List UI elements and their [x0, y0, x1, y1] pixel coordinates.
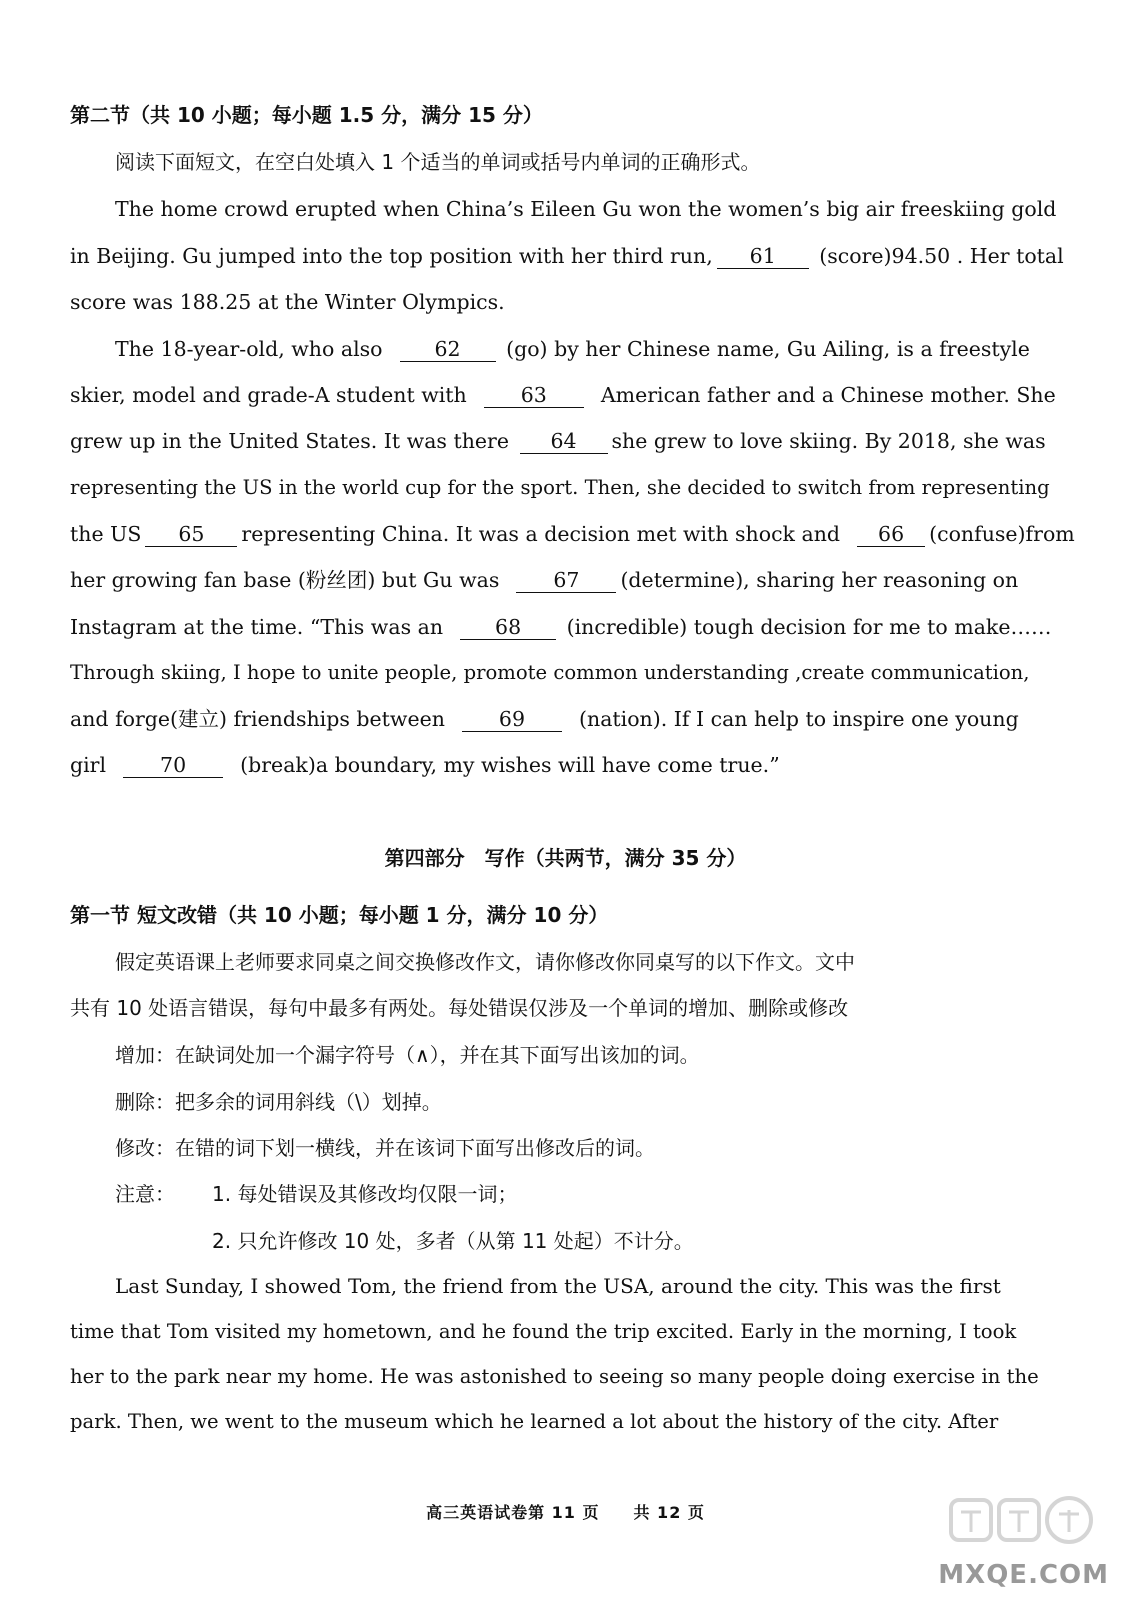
section-heading: 第二节（共 10 小题；每小题 1.5 分，满分 15 分） — [70, 103, 543, 127]
passage-line: and forge(建立) friendships between 69 (nation). If I can help to inspire one young — [70, 707, 1019, 731]
rule-modify: 修改：在错的词下划一横线，并在该词下面写出修改后的词。 — [115, 1136, 655, 1160]
blank-65: 65 — [145, 522, 237, 547]
page-footer: 高三英语试卷第 11 页 共 12 页 — [426, 1503, 705, 1522]
note-item: 1. 每处错误及其修改均仅限一词； — [212, 1182, 518, 1206]
passage-line: The 18-year-old, who also 62 (go) by her Chinese name, Gu Ailing, is a freestyle — [115, 337, 1030, 361]
passage-line: skier, model and grade-A student with 63 American father and a Chinese mother. She — [70, 383, 1056, 407]
essay-line: Last Sunday, I showed Tom, the friend from the USA, around the city. This was the first — [115, 1274, 1001, 1298]
section-instruction: 阅读下面短文，在空白处填入 1 个适当的单词或括号内单词的正确形式。 — [115, 150, 761, 174]
passage-line: girl 70 (break)a boundary, my wishes will have come true.” — [70, 753, 780, 777]
watermark-url: MXQE.COM — [938, 1560, 1109, 1590]
blank-67: 67 — [516, 568, 616, 593]
essay-line: park. Then, we went to the museum which he learned a lot about the history of the city. After — [70, 1410, 999, 1433]
blank-70: 70 — [123, 753, 223, 778]
passage-line: Instagram at the time. “This was an 68 (incredible) tough decision for me to make…… — [70, 615, 1052, 639]
blank-69: 69 — [462, 707, 562, 732]
blank-66: 66 — [857, 522, 925, 547]
passage-line: in Beijing. Gu jumped into the top position with her third run, 61 (score)94.50 . Her total — [70, 244, 1064, 268]
passage-line: grew up in the United States. It was there 64 she grew to love skiing. By 2018, she was — [70, 429, 1046, 453]
rule-add: 增加：在缺词处加一个漏字符号（∧），并在其下面写出该加的词。 — [115, 1043, 700, 1067]
section-intro: 共有 10 处语言错误，每句中最多有两处。每处错误仅涉及一个单词的增加、删除或修改 — [70, 996, 849, 1020]
passage-line: the US 65 representing China. It was a decision met with shock and 66 (confuse)from — [70, 522, 1075, 546]
blank-63: 63 — [484, 383, 584, 408]
blank-61: 61 — [717, 244, 809, 269]
part-heading: 第四部分 写作（共两节，满分 35 分） — [384, 846, 747, 870]
blank-68: 68 — [460, 615, 556, 640]
note-item: 2. 只允许修改 10 处，多者（从第 11 处起）不计分。 — [212, 1229, 694, 1253]
essay-line: her to the park near my home. He was astonished to seeing so many people doing exercise in the — [70, 1365, 1039, 1388]
section-heading: 第一节 短文改错（共 10 小题；每小题 1 分，满分 10 分） — [70, 903, 609, 927]
rule-delete: 删除：把多余的词用斜线（\）划掉。 — [115, 1090, 442, 1114]
passage-line: score was 188.25 at the Winter Olympics. — [70, 290, 505, 314]
section-intro: 假定英语课上老师要求同桌之间交换修改作文，请你修改你同桌写的以下作文。文中 — [115, 950, 855, 974]
passage-line: representing the US in the world cup for the sport. Then, she decided to switch from representing — [70, 476, 1050, 499]
essay-line: time that Tom visited my hometown, and he found the trip excited. Early in the morning, I took — [70, 1320, 1017, 1343]
passage-line: The home crowd erupted when China’s Eileen Gu won the women’s big air freeskiing gold — [115, 197, 1057, 221]
passage-line: her growing fan base (粉丝团) but Gu was 67 (determine), sharing her reasoning on — [70, 568, 1019, 592]
passage-line: Through skiing, I hope to unite people, promote common understanding ,create communication, — [70, 661, 1030, 684]
blank-62: 62 — [400, 337, 496, 362]
note-label: 注意： — [115, 1182, 175, 1206]
blank-64: 64 — [520, 429, 608, 454]
